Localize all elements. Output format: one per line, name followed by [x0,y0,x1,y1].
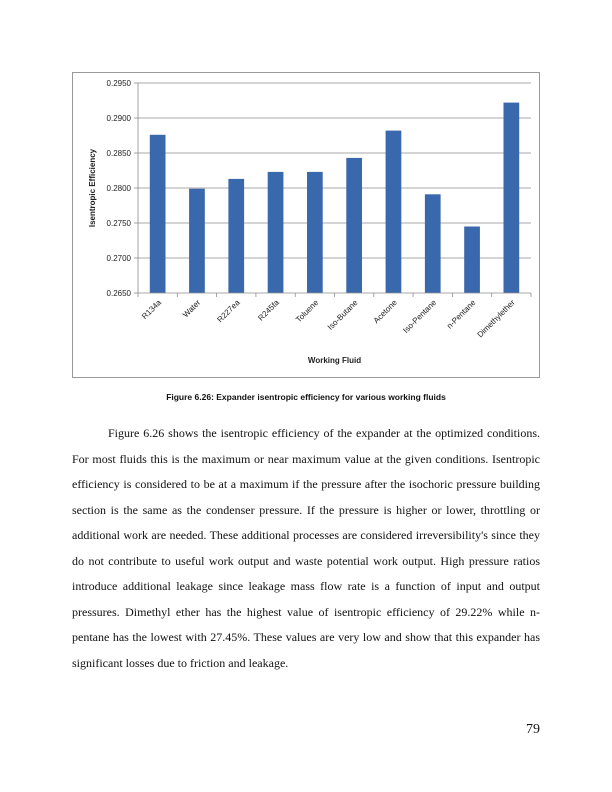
x-tick-label: n-Pentane [444,298,478,331]
y-tick-label: 0.2700 [106,254,131,263]
bar-iso-pentane [425,194,441,293]
x-tick-label: Toluene [294,298,321,325]
bars [150,103,519,293]
y-tick-label: 0.2750 [106,219,131,228]
bar-r227ea [228,179,244,293]
page-number: 79 [526,722,540,737]
bar-r245fa [268,172,284,293]
bar-toluene [307,172,323,293]
bar-acetone [386,131,402,293]
bar-water [189,189,205,293]
body-paragraph: Figure 6.26 shows the isentropic efficiency of the expander at the optimized conditions. For most fluids this is the maximum or near maximum value at the given conditions. Isentropic efficiency is considered to be at a maximum if the pressure after the isochoric pressure building section is the same as the condenser pressure. If the pressure is higher or lower, throttling or additional work are needed. These additional processes are considered irreversibility's since they do not contribute to useful work output and waste potential work output. High pressure ratios introduce additional leakage since leakage mass flow rate is a function of input and output pressures. Dimethyl ether has the highest value of isentropic efficiency of 29.22% while n-pentane has the lowest with 27.45%. These values are very low and show that this expander has significant losses due to friction and leakage. [72,426,540,670]
y-tick-label: 0.2850 [106,149,131,158]
y-tick-label: 0.2650 [106,289,131,298]
figure-caption: Figure 6.26: Expander isentropic efficiency for various working fluids [166,392,446,402]
x-tick-label: Iso-Pentane [401,298,439,335]
y-tick-label: 0.2950 [106,79,131,88]
x-tick-label: R227ea [215,298,242,325]
x-tick-label: Iso-Butane [325,298,360,332]
bar-n-pentane [464,227,480,294]
y-tick-label: 0.2900 [106,114,131,123]
x-tick-label: R245fa [256,298,281,323]
x-tick-label: Acetone [371,298,399,326]
efficiency-bar-chart [73,73,541,379]
bar-dimethylether [503,103,519,293]
chart-frame [72,72,540,378]
x-tick-label: R134a [140,298,164,322]
x-tick-label: Water [181,298,203,320]
bar-iso-butane [346,158,362,293]
x-tick-label: Dimethylether [475,298,517,340]
bar-r134a [150,135,166,293]
y-tick-label: 0.2800 [106,184,131,193]
x-axis-title: Working Fluid [307,356,362,365]
y-axis-title: Isentropic Efficiency [88,148,97,228]
